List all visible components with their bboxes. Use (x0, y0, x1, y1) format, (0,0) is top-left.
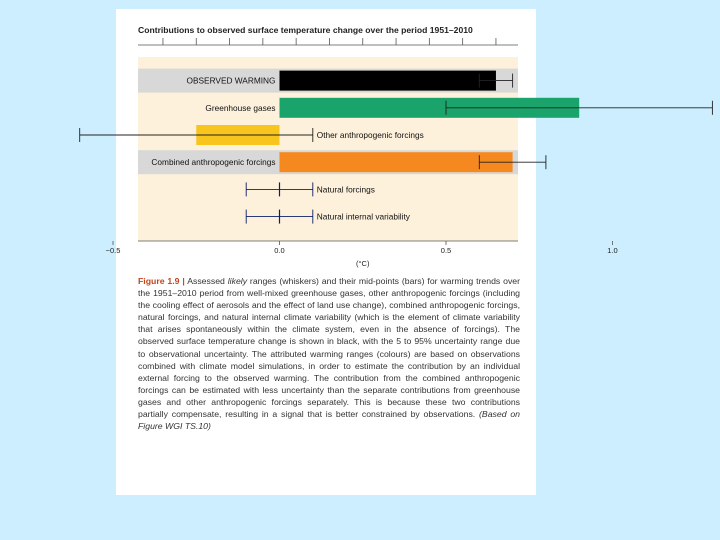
row-label: Combined anthropogenic forcings (151, 157, 276, 168)
figure-caption (138, 275, 520, 432)
caption-likely: likely (227, 276, 248, 286)
x-axis-label: (°C) (356, 259, 370, 268)
x-tick-label: 0.5 (440, 246, 452, 255)
caption-source: (Based on Figure WGI TS.10) (138, 409, 520, 432)
caption-text-before: Assessed (187, 276, 225, 286)
row-label: OBSERVED WARMING (186, 75, 276, 86)
x-tick-label: 1.0 (607, 246, 618, 255)
bar (280, 71, 496, 91)
row-label: Natural forcings (316, 184, 375, 195)
row-label: Greenhouse gases (205, 102, 276, 113)
figure-label: Figure 1.9 | (138, 276, 185, 286)
row-label: Other anthropogenic forcings (316, 130, 424, 140)
caption-text-after: ranges (whiskers) and their mid-points (bars) for warming trends over the 1951–2010 period from well-mixed greenhouse gases, other anthropogenic forcings (including the cooling effect of aerosols and the effect of land use change), combined anthropogenic forcings, natural forcings, and natural internal climate variability (which is the element of climate variability that arises spontaneously within the climate system, even in the absence of forcings). The observed surface temperature change is shown in black, with the 5 to 95% uncertainty range due to observational uncertainty. The attributed warming ranges (colours) are based on observations combined with climate model simulations, in order to estimate the contribution by an individual external forcing to the observed warming. The contribution from the combined anthropogenic forcings can be estimated with less uncertainty than the separate contributions from greenhouse gases and other anthropogenic forcings separately. This is because these two contributions partially compensate, resulting in a signal that is better constrained by observations. (138, 276, 521, 420)
x-tick-label: 0.0 (274, 246, 285, 255)
row-label: Natural internal variability (316, 211, 410, 222)
x-tick-label: −0.5 (105, 246, 121, 255)
figure-card (105, 9, 618, 495)
chart-title: Contributions to observed surface temperature change over the period 1951–2010 (138, 25, 473, 35)
bar (280, 152, 513, 172)
chart (105, 9, 618, 271)
